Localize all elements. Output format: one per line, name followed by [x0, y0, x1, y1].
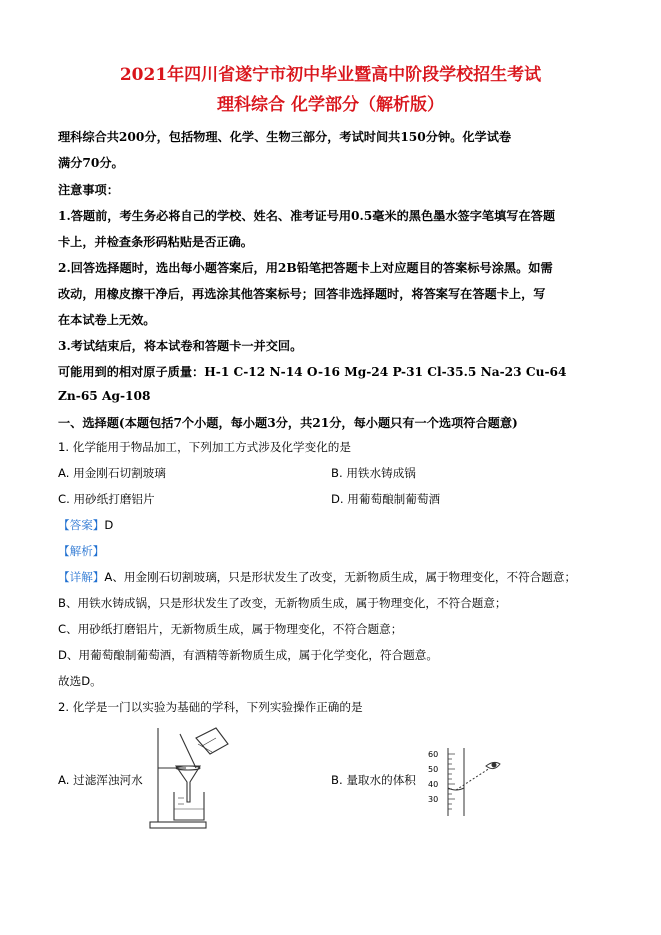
detail-tag: 【详解】	[58, 570, 105, 584]
tick-label-40: 40	[428, 780, 439, 789]
q2-stem: 2. 化学是一门以实验为基础的学科，下列实验操作正确的是	[58, 700, 363, 714]
q1-analysis-tag: 【解析】	[58, 544, 105, 558]
atomic-masses-line-1: 可能用到的相对原子质量：H-1 C-12 N-14 O-16 Mg-24 P-31 Cl-35.5 Na-23 Cu-64	[58, 365, 567, 379]
glass-rod	[180, 734, 196, 768]
q2-option-a: A. 过滤浑浊河水	[58, 773, 143, 787]
exam-title: 2021年四川省遂宁市初中毕业暨高中阶段学校招生考试	[119, 65, 542, 85]
q1-detail-line-3: C、用砂纸打磨铝片，无新物质生成，属于物理变化，不符合题意；	[58, 622, 403, 636]
tick-label-60: 60	[428, 750, 439, 759]
note-1-line-1: 1.答题前，考生务必将自己的学校、姓名、准考证号用0.5毫米的黑色墨水签字笔填写在答题	[58, 209, 556, 223]
exam-subtitle: 理科综合 化学部分（解析版）	[217, 95, 444, 115]
section-heading: 一、选择题(本题包括7个小题，每小题3分，共21分，每小题只有一个选项符合题意)	[58, 416, 518, 430]
notes-heading: 注意事项：	[58, 183, 119, 197]
q1-option-d: D. 用葡萄酿制葡萄酒	[331, 492, 441, 506]
answer-tag: 【答案】	[58, 518, 105, 532]
tick-label-30: 30	[428, 795, 439, 804]
tick-label-50: 50	[428, 765, 439, 774]
sight-line	[456, 768, 490, 790]
q1-detail-line-1	[58, 569, 576, 585]
q1-detail-line-2: B、用铁水铸成锅，只是形状发生了改变，无新物质生成，属于物理变化，不符合题意；	[58, 596, 507, 610]
note-3: 3.考试结束后，将本试卷和答题卡一并交回。	[58, 339, 303, 353]
beaker	[174, 792, 204, 820]
filtration-apparatus-figure	[146, 724, 236, 832]
q1-option-a: A. 用金刚石切割玻璃	[58, 466, 166, 480]
q2-option-b: B. 量取水的体积	[331, 773, 416, 787]
note-1-line-2: 卡上，并检查条形码粘贴是否正确。	[58, 235, 253, 249]
note-2-line-1: 2.回答选择题时，选出每小题答案后，用2B铅笔把答题卡上对应题目的答案标号涂黑。如需	[58, 261, 553, 275]
answer-value: D	[104, 518, 114, 532]
note-2-line-3: 在本试卷上无效。	[58, 313, 156, 327]
intro-line-1: 理科综合共200分，包括物理、化学、生物三部分，考试时间共150分钟。化学试卷	[58, 130, 512, 144]
pupil	[492, 763, 496, 767]
q1-option-c: C. 用砂纸打磨铝片	[58, 492, 155, 506]
funnel	[176, 766, 200, 802]
graduated-cylinder-figure	[424, 746, 504, 818]
cylinder-tick-marks	[448, 754, 455, 809]
q1-answer	[58, 517, 113, 533]
detail-a: A、用金刚石切割玻璃，只是形状发生了改变，无新物质生成，属于物理变化，不符合题意；	[104, 570, 577, 584]
q1-conclusion: 故选D。	[58, 674, 102, 688]
q1-stem: 1. 化学能用于物品加工，下列加工方式涉及化学变化的是	[58, 440, 351, 454]
stand-base	[150, 822, 206, 828]
note-2-line-2: 改动，用橡皮擦干净后，再选涂其他答案标号；回答非选择题时，将答案写在答题卡上，写	[58, 287, 546, 301]
pouring-beaker	[196, 728, 228, 754]
q1-detail-line-4: D、用葡萄酿制葡萄酒，有酒精等新物质生成，属于化学变化，符合题意。	[58, 648, 438, 662]
intro-line-2: 满分70分。	[58, 156, 124, 170]
q1-option-b: B. 用铁水铸成锅	[331, 466, 416, 480]
atomic-masses-line-2: Zn-65 Ag-108	[58, 389, 151, 403]
